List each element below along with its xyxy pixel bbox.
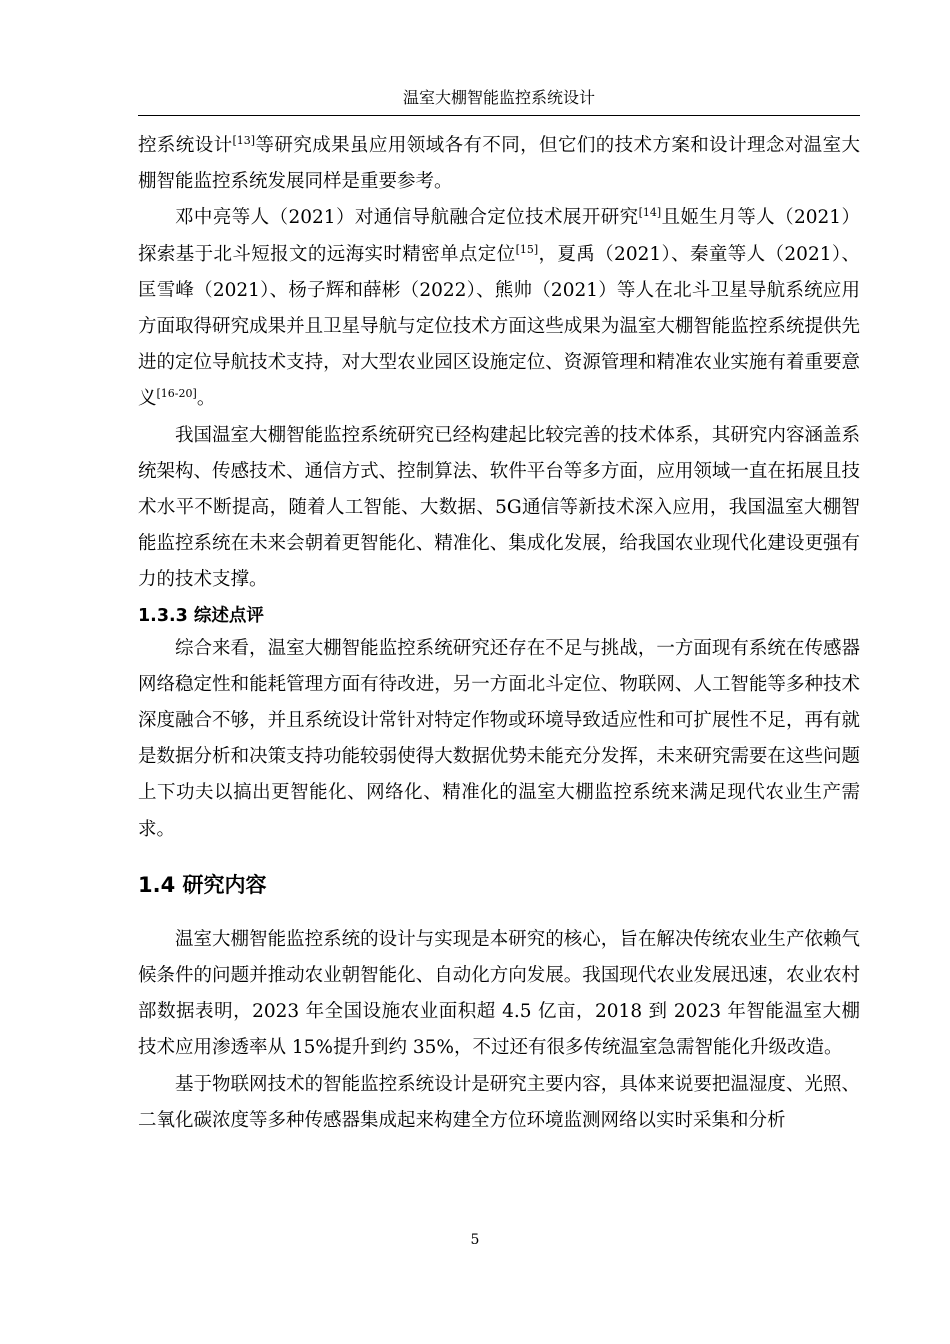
citation-ref: [14] xyxy=(638,206,662,220)
citation-ref: [16-20] xyxy=(156,387,197,401)
paragraph-text: 且姬生月等人（2021）探索基于北斗短报文的远海实时精密单点定位 xyxy=(138,207,860,265)
page-number: 5 xyxy=(470,1232,480,1248)
paragraph-text: ，夏禹（2021）、秦童等人（2021）、匡雪峰（2021）、杨子辉和薛彬（2022）、熊帅（2021）等人在北斗卫星导航系统应用方面取得研究成果并且卫星导航与定位技术方面这些成果为温室大棚智能监控系统提供先进的定位导航技术支持，对大型农业园区设施定位、资源管理和精准农业实施有着重要意义 xyxy=(138,243,860,410)
paragraph-text: 邓中亮等人（2021）对通信导航融合定位技术展开研究 xyxy=(175,207,639,229)
paragraph-continuation xyxy=(138,128,860,200)
paragraph-text: 。 xyxy=(196,388,216,410)
running-header: 温室大棚智能监控系统设计 xyxy=(402,88,595,107)
body-text xyxy=(138,128,860,1139)
paragraph-iot-design: 基于物联网技术的智能监控系统设计是研究主要内容，具体来说要把温湿度、光照、二氧化碳浓度等多种传感器集成起来构建全方位环境监测网络以实时采集和分析 xyxy=(138,1073,860,1131)
paragraph-review-comment: 综合来看，温室大棚智能监控系统研究还存在不足与挑战，一方面现有系统在传感器网络稳定性和能耗管理方面有待改进，另一方面北斗定位、物联网、人工智能等多种技术深度融合不够，并且系统设计常针对特定作物或环境导致适应性和可扩展性不足，再有就是数据分析和决策支持功能较弱使得大数据优势未能充分发挥，未来研究需要在这些问题上下功夫以搞出更智能化、网络化、精准化的温室大棚监控系统来满足现代农业生产需求。 xyxy=(138,637,860,840)
header-divider xyxy=(138,115,860,116)
section-heading-1-4: 1.4 研究内容 xyxy=(138,872,267,897)
paragraph-domestic-summary: 我国温室大棚智能监控系统研究已经构建起比较完善的技术体系，其研究内容涵盖系统架构、传感技术、通信方式、控制算法、软件平台等多方面，应用领域一直在拓展且技术水平不断提高，随着人工智能、大数据、5G通信等新技术深入应用，我国温室大棚智能监控系统在未来会朝着更智能化、精准化、集成化发展，给我国农业现代化建设更强有力的技术支撑。 xyxy=(138,424,860,591)
section-heading-1-3-3: 1.3.3 综述点评 xyxy=(138,605,264,626)
paragraph-research-content: 温室大棚智能监控系统的设计与实现是本研究的核心，旨在解决传统农业生产依赖气候条件的问题并推动农业朝智能化、自动化方向发展。我国现代农业发展迅速，农业农村部数据表明，2023 年全国设施农业面积超 4.5 亿亩，2018 到 2023 年智能温室大棚技术应用渗透率从 15%提升到约 35%，不过还有很多传统温室急需智能化升级改造。 xyxy=(138,928,860,1059)
paragraph-text: 控系统设计 xyxy=(138,135,233,156)
paragraph-text: 等研究成果虽应用领域各有不同，但它们的技术方案和设计理念对温室大棚智能监控系统发展同样是重要参考。 xyxy=(138,135,860,193)
paragraph-positioning-research xyxy=(138,200,860,417)
citation-ref: [15] xyxy=(515,242,539,256)
citation-ref: [13] xyxy=(232,134,256,147)
